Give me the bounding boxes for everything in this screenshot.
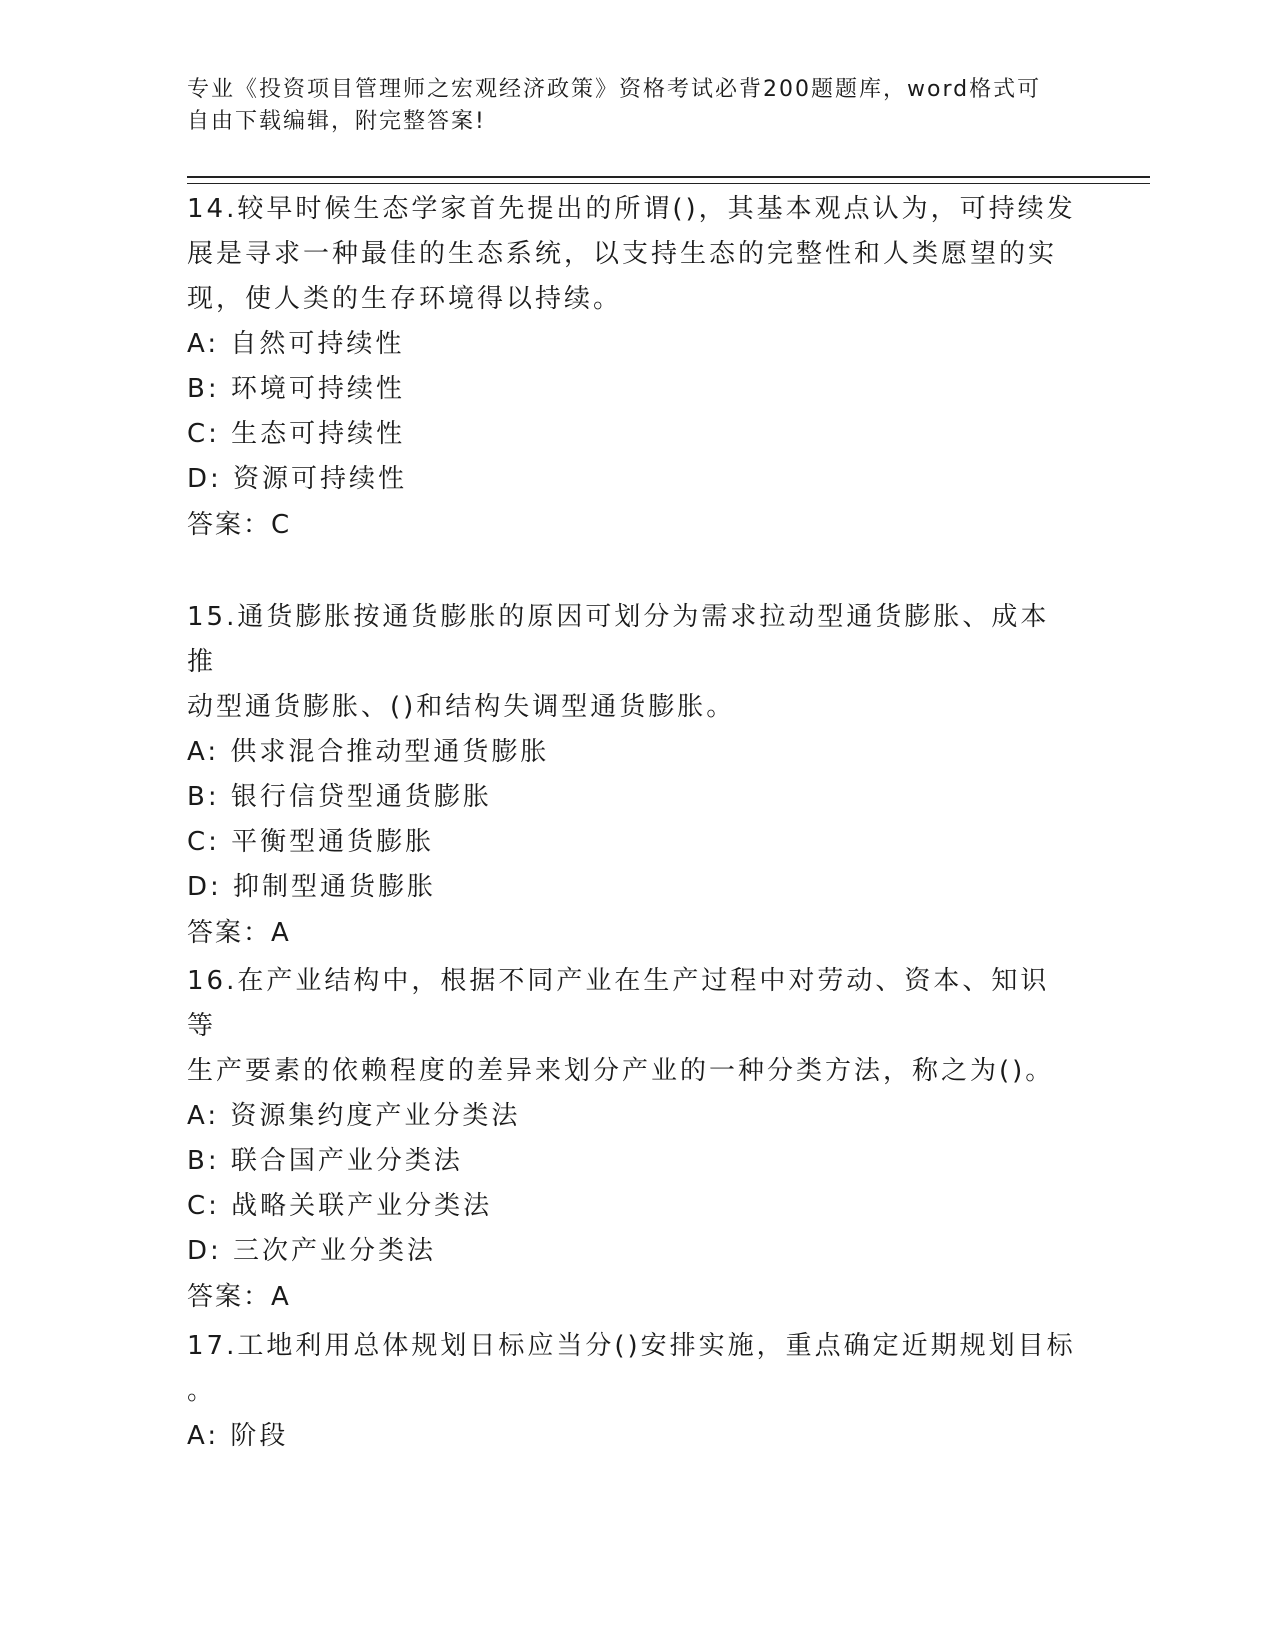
option-a: A: 阶段 <box>187 1421 289 1451</box>
document-header <box>187 74 1067 138</box>
header-line-1: 专业《投资项目管理师之宏观经济政策》资格考试必背200题题库，word格式可 <box>187 77 1042 102</box>
option-d: D: 抑制型通货膨胀 <box>187 872 437 902</box>
option-d: D: 三次产业分类法 <box>187 1236 437 1266</box>
question-16 <box>187 959 1077 1320</box>
option-c: C: 战略关联产业分类法 <box>187 1191 493 1221</box>
option-a: A: 资源集约度产业分类法 <box>187 1101 521 1131</box>
header-rule-thick <box>187 176 1150 178</box>
question-stem-line: 。 <box>187 1376 217 1406</box>
header-line-2: 自由下载编辑，附完整答案! <box>187 109 486 134</box>
question-stem-line: 16.在产业结构中，根据不同产业在生产过程中对劳动、资本、知识等 <box>187 966 1050 1041</box>
question-stem-line: 展是寻求一种最佳的生态系统，以支持生态的完整性和人类愿望的实 <box>187 239 1058 269</box>
question-stem-line: 17.工地利用总体规划日标应当分()安排实施，重点确定近期规划目标 <box>187 1331 1076 1361</box>
answer-line: 答案：A <box>187 918 291 948</box>
question-stem-line: 动型通货膨胀、()和结构失调型通货膨胀。 <box>187 692 736 722</box>
option-b: B: 环境可持续性 <box>187 374 405 404</box>
option-c: C: 生态可持续性 <box>187 419 406 449</box>
question-14 <box>187 187 1077 548</box>
option-a: A: 供求混合推动型通货膨胀 <box>187 737 550 767</box>
question-stem-line: 15.通货膨胀按通货膨胀的原因可划分为需求拉动型通货膨胀、成本推 <box>187 602 1050 677</box>
question-17 <box>187 1324 1077 1459</box>
option-d: D: 资源可持续性 <box>187 464 408 494</box>
answer-line: 答案：C <box>187 510 292 540</box>
option-a: A: 自然可持续性 <box>187 329 405 359</box>
question-15 <box>187 595 1077 956</box>
option-c: C: 平衡型通货膨胀 <box>187 827 435 857</box>
question-stem-line: 生产要素的依赖程度的差异来划分产业的一种分类方法，称之为()。 <box>187 1056 1055 1086</box>
question-stem-line: 现，使人类的生存环境得以持续。 <box>187 284 623 314</box>
answer-line: 答案：A <box>187 1282 291 1312</box>
question-stem-line: 14.较早时候生态学家首先提出的所谓()，其基本观点认为，可持续发 <box>187 194 1076 224</box>
option-b: B: 联合国产业分类法 <box>187 1146 463 1176</box>
header-rule-thin <box>187 183 1150 184</box>
option-b: B: 银行信贷型通货膨胀 <box>187 782 492 812</box>
